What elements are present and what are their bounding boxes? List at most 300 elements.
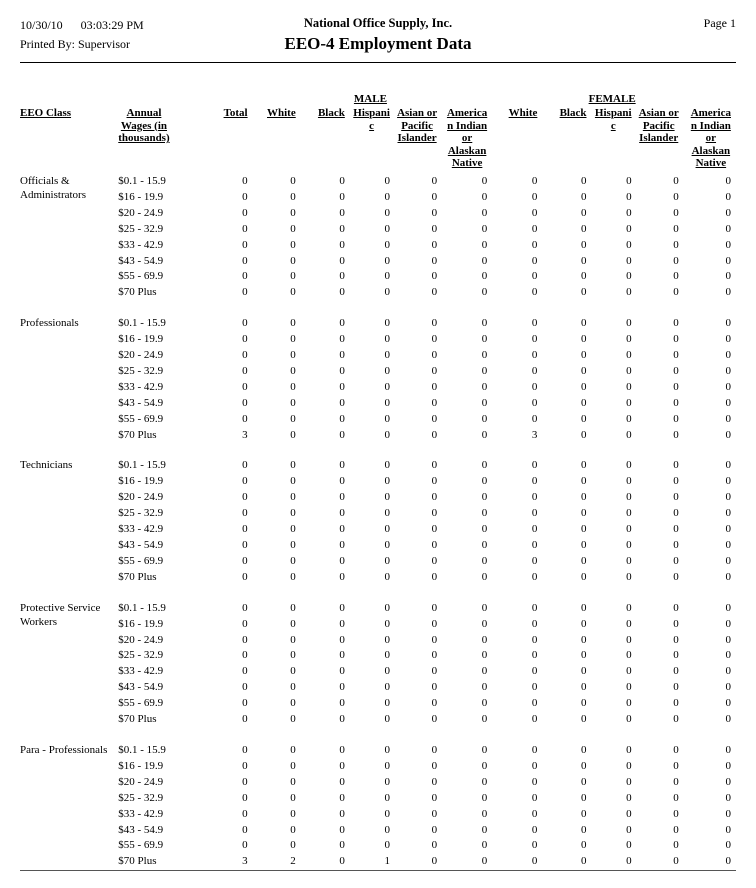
- value-cell: 0: [481, 270, 488, 283]
- value-cell: 0: [725, 396, 731, 409]
- value-cell: 0: [481, 286, 488, 299]
- value-cell: 0: [626, 286, 632, 299]
- value-cell: 0: [673, 649, 679, 662]
- report-title: EEO-4 Employment Data: [284, 34, 472, 53]
- table-row: [20, 522, 734, 538]
- value-cell: 0: [581, 743, 587, 756]
- value-cell: 0: [531, 617, 538, 630]
- value-cell: 0: [242, 713, 248, 726]
- value-cell: 0: [431, 475, 438, 488]
- value-cell: 0: [626, 743, 632, 756]
- value-cell: 0: [481, 222, 488, 235]
- value-cell: 0: [431, 539, 438, 551]
- value-cell: 0: [725, 713, 731, 726]
- value-cell: 0: [725, 174, 731, 187]
- value-cell: 0: [481, 617, 488, 630]
- value-cell: 0: [339, 459, 345, 472]
- value-cell: 0: [242, 601, 248, 614]
- value-cell: 0: [531, 270, 538, 283]
- col-header-female-white: White: [508, 107, 538, 119]
- value-cell: 0: [581, 238, 587, 251]
- value-cell: 0: [339, 270, 345, 283]
- value-cell: 0: [531, 333, 538, 346]
- value-cell: 0: [581, 539, 587, 551]
- value-cell: 0: [581, 570, 587, 583]
- value-cell: 0: [673, 697, 679, 710]
- value-cell: 0: [581, 491, 587, 504]
- value-cell: 0: [339, 428, 345, 441]
- value-cell: 0: [673, 380, 679, 393]
- value-cell: 0: [431, 807, 438, 820]
- value-cell: 0: [242, 364, 248, 377]
- value-cell: 0: [290, 491, 296, 504]
- eeo-class-cell: Para - Professionals: [20, 743, 108, 756]
- value-cell: 0: [384, 254, 390, 267]
- value-cell: 0: [290, 174, 296, 187]
- value-cell: 0: [290, 190, 296, 203]
- value-cell: 0: [242, 238, 248, 251]
- report-header-center: [210, 16, 546, 54]
- value-cell: 0: [481, 807, 488, 820]
- table-row: [20, 838, 734, 854]
- value-cell: 0: [725, 412, 731, 425]
- table-row: [20, 648, 734, 664]
- value-cell: 0: [725, 364, 731, 377]
- value-cell: 0: [626, 333, 632, 346]
- value-cell: 0: [431, 697, 438, 710]
- col-header-female-asian: Asian or Pacific Islander: [638, 107, 679, 145]
- value-cell: 0: [531, 713, 538, 726]
- value-cell: 0: [581, 190, 587, 203]
- value-cell: 0: [581, 222, 587, 235]
- table-row: [20, 254, 734, 270]
- value-cell: 0: [531, 475, 538, 488]
- value-cell: 0: [725, 254, 731, 267]
- value-cell: 0: [673, 364, 679, 377]
- value-cell: 0: [725, 380, 731, 393]
- value-cell: 0: [384, 713, 390, 726]
- value-cell: 0: [626, 855, 632, 868]
- value-cell: 0: [431, 507, 438, 520]
- value-cell: 0: [242, 697, 248, 710]
- value-cell: 0: [339, 617, 345, 630]
- company-name: National Office Supply, Inc.: [303, 16, 453, 30]
- value-cell: 0: [339, 222, 345, 235]
- value-cell: 0: [481, 428, 488, 441]
- table-row: [20, 570, 734, 586]
- value-cell: 0: [626, 507, 632, 520]
- value-cell: 0: [725, 475, 731, 488]
- value-cell: 0: [626, 349, 632, 362]
- value-cell: 0: [339, 364, 345, 377]
- col-header-male-black: Black: [317, 107, 345, 119]
- table-row: [20, 538, 734, 554]
- value-cell: 0: [481, 570, 488, 583]
- value-cell: 0: [531, 697, 538, 710]
- value-cell: 0: [242, 270, 248, 283]
- value-cell: 0: [673, 807, 679, 820]
- value-cell: 0: [626, 775, 632, 788]
- value-cell: 0: [242, 333, 248, 346]
- value-cell: 0: [431, 633, 438, 646]
- value-cell: 0: [431, 270, 438, 283]
- col-header-male-hispanic: Hispani c: [353, 107, 390, 132]
- value-cell: 0: [673, 174, 679, 187]
- table-row: [20, 474, 734, 490]
- value-cell: 0: [481, 396, 488, 409]
- value-cell: 0: [384, 286, 390, 299]
- table-row: [20, 490, 734, 506]
- value-cell: 0: [673, 286, 679, 299]
- value-cell: 0: [339, 807, 345, 820]
- print-info: [20, 16, 210, 53]
- value-cell: 0: [581, 791, 587, 804]
- value-cell: 0: [673, 270, 679, 283]
- table-row: [20, 206, 734, 222]
- value-cell: 0: [725, 333, 731, 346]
- value-cell: 3: [242, 855, 248, 868]
- wage-band-cell: $33 - 42.9: [118, 807, 164, 820]
- value-cell: 0: [384, 459, 390, 472]
- value-cell: 0: [673, 238, 679, 251]
- value-cell: 0: [242, 570, 248, 583]
- value-cell: 0: [242, 665, 248, 678]
- value-cell: 0: [339, 759, 345, 772]
- value-cell: 0: [481, 791, 488, 804]
- value-cell: 0: [481, 855, 488, 868]
- value-cell: 0: [626, 174, 632, 187]
- wage-band-cell: $16 - 19.9: [118, 617, 164, 630]
- value-cell: 0: [242, 412, 248, 425]
- value-cell: 0: [725, 697, 731, 710]
- value-cell: 0: [581, 601, 587, 614]
- value-cell: 0: [673, 349, 679, 362]
- col-header-female-am-indian: America n Indian or Alaskan Native: [690, 107, 731, 170]
- value-cell: 0: [481, 539, 488, 551]
- value-cell: 0: [384, 617, 390, 630]
- value-cell: 0: [431, 412, 438, 425]
- value-cell: 0: [626, 523, 632, 536]
- value-cell: 0: [339, 507, 345, 520]
- table-row: [20, 728, 734, 759]
- eeo-class-cell: Technicians: [20, 459, 73, 472]
- value-cell: 0: [290, 286, 296, 299]
- value-cell: 0: [384, 428, 390, 441]
- value-cell: 0: [581, 807, 587, 820]
- wage-band-cell: $25 - 32.9: [118, 649, 164, 662]
- col-header-male-am-indian: America n Indian or Alaskan Native: [446, 107, 488, 170]
- value-cell: 0: [673, 839, 679, 852]
- value-cell: 0: [673, 206, 679, 219]
- value-cell: 0: [531, 539, 538, 551]
- value-cell: 0: [384, 206, 390, 219]
- value-cell: 0: [384, 601, 390, 614]
- value-cell: 0: [673, 823, 679, 836]
- value-cell: 0: [290, 759, 296, 772]
- col-header-male-asian: Asian or Pacific Islander: [397, 107, 438, 145]
- wage-band-cell: $16 - 19.9: [118, 190, 164, 203]
- value-cell: 0: [242, 839, 248, 852]
- value-cell: 0: [673, 713, 679, 726]
- value-cell: 0: [481, 333, 488, 346]
- table-row: [20, 712, 734, 728]
- value-cell: 0: [339, 554, 345, 567]
- value-cell: 0: [725, 855, 731, 868]
- value-cell: 0: [242, 254, 248, 267]
- value-cell: 0: [481, 823, 488, 836]
- value-cell: 0: [481, 475, 488, 488]
- value-cell: 0: [581, 475, 587, 488]
- value-cell: 0: [384, 823, 390, 836]
- value-cell: 0: [431, 333, 438, 346]
- value-cell: 0: [431, 743, 438, 756]
- value-cell: 0: [581, 681, 587, 694]
- wage-band-cell: $43 - 54.9: [118, 681, 164, 694]
- value-cell: 0: [339, 775, 345, 788]
- table-row: [20, 222, 734, 238]
- gender-group-header-row: [20, 93, 734, 107]
- value-cell: 0: [481, 839, 488, 852]
- value-cell: 0: [339, 349, 345, 362]
- value-cell: 0: [725, 601, 731, 614]
- value-cell: 0: [481, 633, 488, 646]
- wage-band-cell: $70 Plus: [118, 713, 157, 726]
- value-cell: 0: [481, 174, 488, 187]
- value-cell: 0: [626, 649, 632, 662]
- value-cell: 0: [431, 713, 438, 726]
- eeo-class-cell: Professionals: [20, 317, 79, 330]
- value-cell: 0: [384, 523, 390, 536]
- table-row: [20, 443, 734, 474]
- value-cell: 0: [242, 554, 248, 567]
- value-cell: 0: [339, 823, 345, 836]
- value-cell: 0: [531, 190, 538, 203]
- wage-band-cell: $55 - 69.9: [118, 554, 164, 567]
- col-header-female-hispanic: Hispani c: [594, 107, 632, 132]
- value-cell: 0: [431, 238, 438, 251]
- value-cell: 0: [725, 539, 731, 551]
- table-row: [20, 269, 734, 285]
- value-cell: 0: [290, 459, 296, 472]
- value-cell: 0: [384, 665, 390, 678]
- wage-band-cell: $0.1 - 15.9: [118, 743, 166, 756]
- value-cell: 0: [339, 665, 345, 678]
- value-cell: 0: [581, 713, 587, 726]
- value-cell: 0: [531, 286, 538, 299]
- wage-band-cell: $20 - 24.9: [118, 206, 164, 219]
- table-row: [20, 285, 734, 301]
- value-cell: 0: [626, 317, 632, 330]
- wage-band-cell: $55 - 69.9: [118, 697, 164, 710]
- value-cell: 0: [626, 554, 632, 567]
- value-cell: 0: [431, 791, 438, 804]
- table-row: [20, 775, 734, 791]
- value-cell: 0: [673, 459, 679, 472]
- value-cell: 0: [673, 222, 679, 235]
- value-cell: 0: [725, 507, 731, 520]
- value-cell: 0: [673, 855, 679, 868]
- value-cell: 0: [242, 617, 248, 630]
- value-cell: 0: [581, 775, 587, 788]
- value-cell: 0: [339, 855, 345, 868]
- wage-band-cell: $16 - 19.9: [118, 759, 164, 772]
- value-cell: 0: [673, 523, 679, 536]
- value-cell: 0: [384, 539, 390, 551]
- value-cell: 0: [242, 174, 248, 187]
- value-cell: 3: [531, 428, 538, 441]
- table-row: [20, 633, 734, 649]
- value-cell: 0: [431, 174, 438, 187]
- value-cell: 0: [384, 633, 390, 646]
- value-cell: 0: [339, 791, 345, 804]
- value-cell: 0: [242, 759, 248, 772]
- value-cell: 0: [626, 681, 632, 694]
- value-cell: 0: [242, 775, 248, 788]
- value-cell: 0: [384, 333, 390, 346]
- value-cell: 0: [481, 649, 488, 662]
- value-cell: 0: [290, 523, 296, 536]
- value-cell: 0: [725, 523, 731, 536]
- value-cell: 0: [242, 807, 248, 820]
- wage-band-cell: $0.1 - 15.9: [118, 601, 166, 614]
- value-cell: 0: [626, 697, 632, 710]
- value-cell: 0: [725, 649, 731, 662]
- value-cell: 0: [242, 633, 248, 646]
- value-cell: 0: [431, 523, 438, 536]
- value-cell: 0: [384, 807, 390, 820]
- value-cell: 0: [339, 743, 345, 756]
- value-cell: 0: [673, 681, 679, 694]
- table-row: [20, 332, 734, 348]
- value-cell: 0: [431, 570, 438, 583]
- wage-band-cell: $43 - 54.9: [118, 396, 164, 409]
- value-cell: 0: [290, 823, 296, 836]
- value-cell: 0: [384, 475, 390, 488]
- value-cell: 0: [481, 491, 488, 504]
- value-cell: 0: [339, 649, 345, 662]
- value-cell: 0: [725, 206, 731, 219]
- value-cell: 0: [626, 380, 632, 393]
- value-cell: 0: [431, 839, 438, 852]
- value-cell: 0: [384, 222, 390, 235]
- value-cell: 0: [384, 364, 390, 377]
- value-cell: 0: [384, 349, 390, 362]
- table-row: [20, 301, 734, 332]
- value-cell: 0: [673, 633, 679, 646]
- value-cell: 0: [339, 601, 345, 614]
- value-cell: 0: [725, 554, 731, 567]
- eeo-class-cell: Officials & Administrators: [20, 174, 86, 202]
- col-header-female-black: Black: [559, 107, 587, 119]
- value-cell: 0: [290, 601, 296, 614]
- value-cell: 0: [339, 286, 345, 299]
- value-cell: 0: [673, 570, 679, 583]
- value-cell: 0: [431, 222, 438, 235]
- value-cell: 0: [242, 743, 248, 756]
- value-cell: 0: [531, 554, 538, 567]
- value-cell: 0: [242, 206, 248, 219]
- table-row: [20, 412, 734, 428]
- wage-band-cell: $25 - 32.9: [118, 507, 164, 520]
- value-cell: 0: [384, 697, 390, 710]
- value-cell: 0: [626, 759, 632, 772]
- value-cell: 0: [673, 396, 679, 409]
- value-cell: 0: [626, 539, 632, 551]
- value-cell: 0: [384, 554, 390, 567]
- value-cell: 0: [626, 459, 632, 472]
- value-cell: 0: [290, 380, 296, 393]
- value-cell: 0: [339, 839, 345, 852]
- value-cell: 0: [384, 649, 390, 662]
- value-cell: 0: [581, 364, 587, 377]
- value-cell: 0: [242, 681, 248, 694]
- value-cell: 0: [581, 428, 587, 441]
- value-cell: 0: [725, 759, 731, 772]
- value-cell: 0: [673, 412, 679, 425]
- value-cell: 0: [725, 807, 731, 820]
- value-cell: 0: [581, 839, 587, 852]
- value-cell: 0: [431, 364, 438, 377]
- value-cell: 0: [384, 791, 390, 804]
- col-header-total: Total: [223, 107, 248, 119]
- value-cell: 0: [725, 349, 731, 362]
- value-cell: 0: [725, 743, 731, 756]
- table-row: [20, 791, 734, 807]
- value-cell: 0: [290, 428, 296, 441]
- value-cell: 0: [725, 270, 731, 283]
- value-cell: 0: [581, 823, 587, 836]
- value-cell: 0: [242, 491, 248, 504]
- value-cell: 0: [242, 349, 248, 362]
- value-cell: 0: [384, 396, 390, 409]
- value-cell: 0: [581, 759, 587, 772]
- value-cell: 0: [339, 412, 345, 425]
- value-cell: 0: [725, 839, 731, 852]
- table-row: [20, 664, 734, 680]
- value-cell: 0: [531, 206, 538, 219]
- value-cell: 0: [339, 380, 345, 393]
- value-cell: 0: [481, 554, 488, 567]
- value-cell: 0: [531, 222, 538, 235]
- value-cell: 0: [384, 759, 390, 772]
- value-cell: 0: [290, 333, 296, 346]
- value-cell: 0: [531, 807, 538, 820]
- value-cell: 0: [431, 823, 438, 836]
- value-cell: 0: [626, 491, 632, 504]
- value-cell: 0: [242, 190, 248, 203]
- column-header-row: [20, 107, 734, 170]
- value-cell: 0: [581, 665, 587, 678]
- value-cell: 0: [531, 823, 538, 836]
- value-cell: 0: [531, 681, 538, 694]
- wage-band-cell: $70 Plus: [118, 428, 157, 441]
- wage-band-cell: $0.1 - 15.9: [118, 459, 166, 472]
- value-cell: 0: [290, 238, 296, 251]
- value-cell: 3: [242, 428, 248, 441]
- value-cell: 0: [290, 539, 296, 551]
- value-cell: 0: [384, 238, 390, 251]
- value-cell: 0: [242, 523, 248, 536]
- value-cell: 0: [339, 317, 345, 330]
- value-cell: 0: [626, 428, 632, 441]
- value-cell: 0: [242, 317, 248, 330]
- value-cell: 0: [242, 286, 248, 299]
- value-cell: 0: [673, 759, 679, 772]
- value-cell: 0: [384, 380, 390, 393]
- table-row: [20, 759, 734, 775]
- value-cell: 0: [481, 601, 488, 614]
- value-cell: 0: [581, 617, 587, 630]
